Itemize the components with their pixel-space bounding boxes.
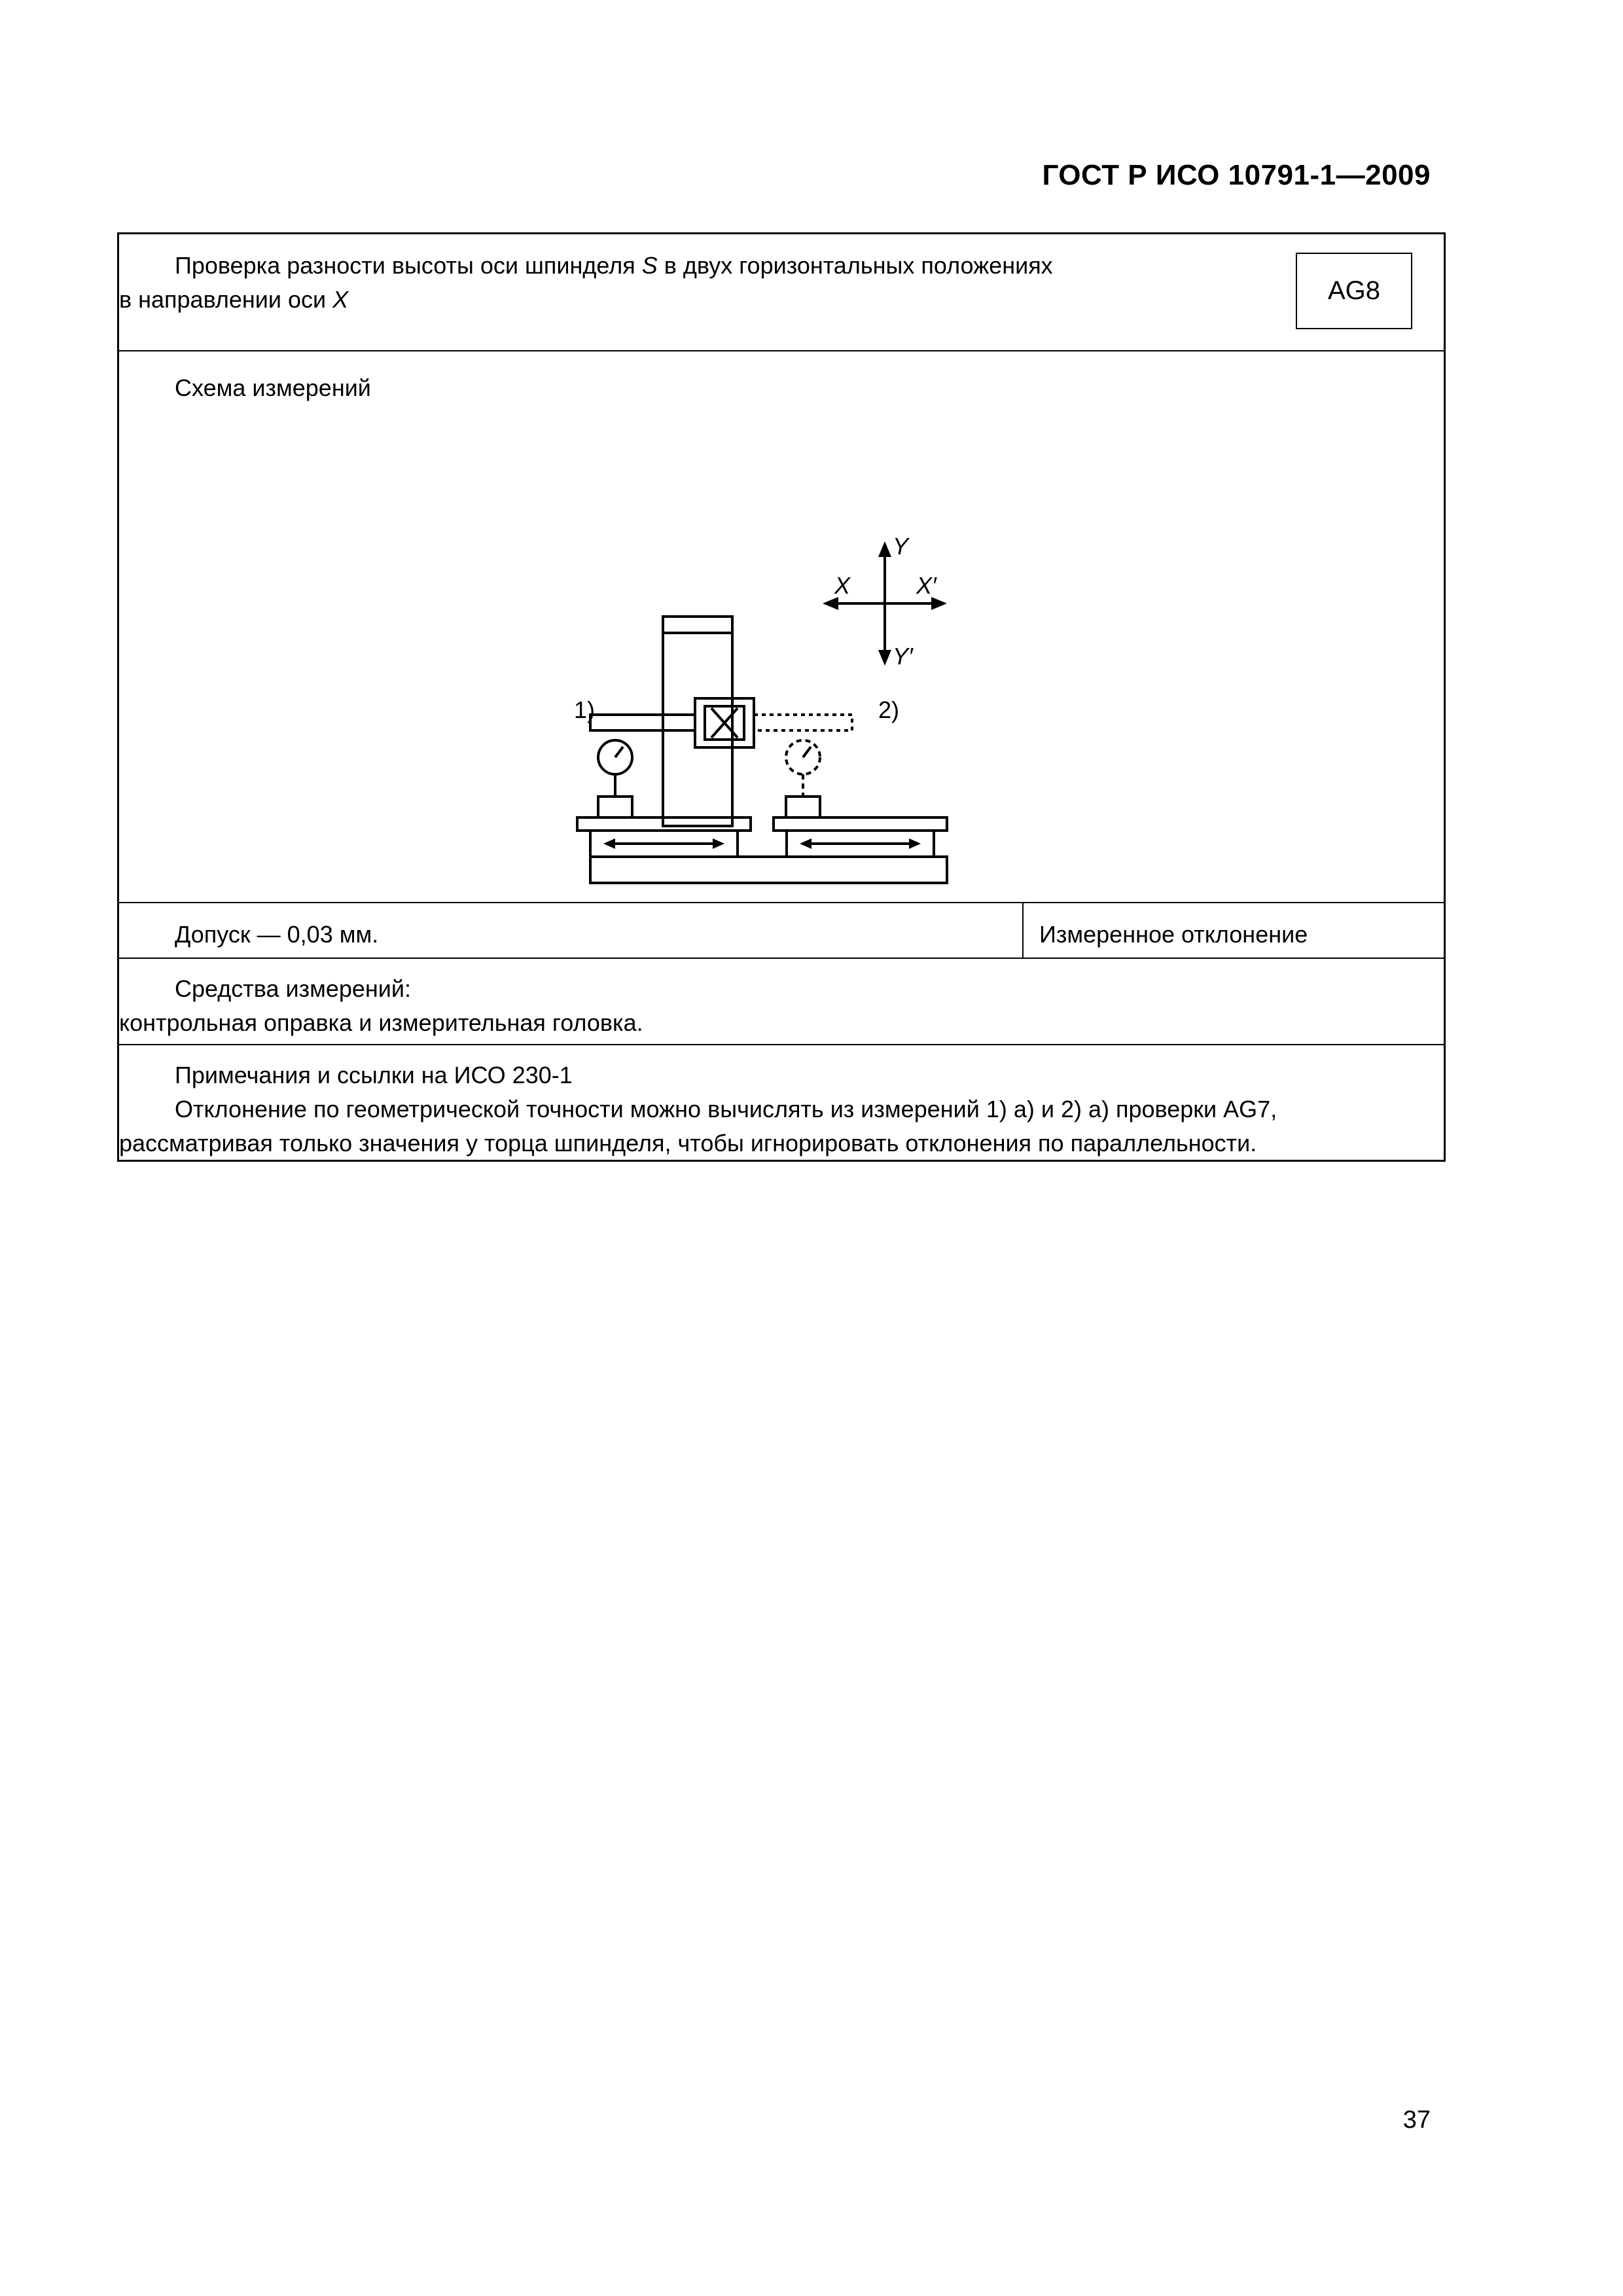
means-heading: Средства измерений: [175, 975, 412, 1002]
spindle-symbol: S [641, 252, 658, 279]
arrow-down-icon [878, 650, 891, 666]
axis-label-y-prime: Y′ [893, 643, 913, 670]
notes-row [119, 1044, 1444, 1160]
scheme-label: Схема измерений [175, 374, 371, 401]
gauge-base-left [598, 797, 632, 817]
notes-text: Отклонение по геометрической точности можно вычислять из измерений 1) а) и 2) а) проверки AG7, рассматривая только значения у торца шпинделя, чтобы игнорировать отклонения по параллельности. [119, 1096, 1277, 1157]
test-mandrel-left [590, 715, 695, 730]
table-arrowhead-icon [909, 838, 921, 849]
gauge-needle-right [803, 747, 811, 757]
check-card [117, 232, 1446, 1162]
tolerance-text: Допуск — 0,03 мм. [175, 921, 379, 948]
measured-deviation-label: Измеренное отклонение [1039, 921, 1308, 948]
standard-header: ГОСТ Р ИСО 10791-1—2009 [1042, 159, 1431, 191]
means-row [119, 958, 1444, 1044]
tolerance-cell [119, 903, 1024, 958]
page-number: 37 [1402, 2106, 1431, 2134]
table-top-right [774, 817, 947, 831]
table-arrowhead-icon [713, 838, 724, 849]
means-text: контрольная оправка и измерительная головка. [119, 1009, 643, 1036]
arrow-right-icon [931, 597, 947, 610]
axis-symbol: X [332, 286, 349, 313]
title-part: в двух горизонтальных положениях [657, 252, 1053, 279]
scheme-row [119, 350, 1444, 902]
measured-deviation-cell [1024, 903, 1444, 958]
test-mandrel-right [754, 715, 852, 730]
check-title-line2 [119, 283, 1264, 317]
gauge-base-right [786, 797, 820, 817]
table-arrowhead-icon [603, 838, 615, 849]
position-label-1: 1) [574, 696, 596, 723]
title-part: Проверка разности высоты оси шпинделя [175, 252, 642, 279]
arrow-left-icon [823, 597, 838, 610]
tolerance-row [119, 902, 1444, 958]
check-title-row [119, 234, 1444, 350]
measurement-diagram [574, 533, 1166, 914]
position-label-2: 2) [878, 696, 900, 723]
axis-label-x-prime: X′ [916, 572, 936, 599]
axis-label-y: Y [893, 533, 909, 560]
table-arrowhead-icon [800, 838, 812, 849]
check-code-box: AG8 [1296, 253, 1412, 329]
axis-label-x: X [834, 572, 851, 599]
check-title [119, 249, 1320, 283]
notes-heading: Примечания и ссылки на ИСО 230-1 [175, 1062, 573, 1088]
arrow-up-icon [878, 541, 891, 557]
title-part: в направлении оси [119, 286, 333, 313]
gauge-needle-left [615, 747, 623, 757]
machine-bed [590, 857, 947, 883]
